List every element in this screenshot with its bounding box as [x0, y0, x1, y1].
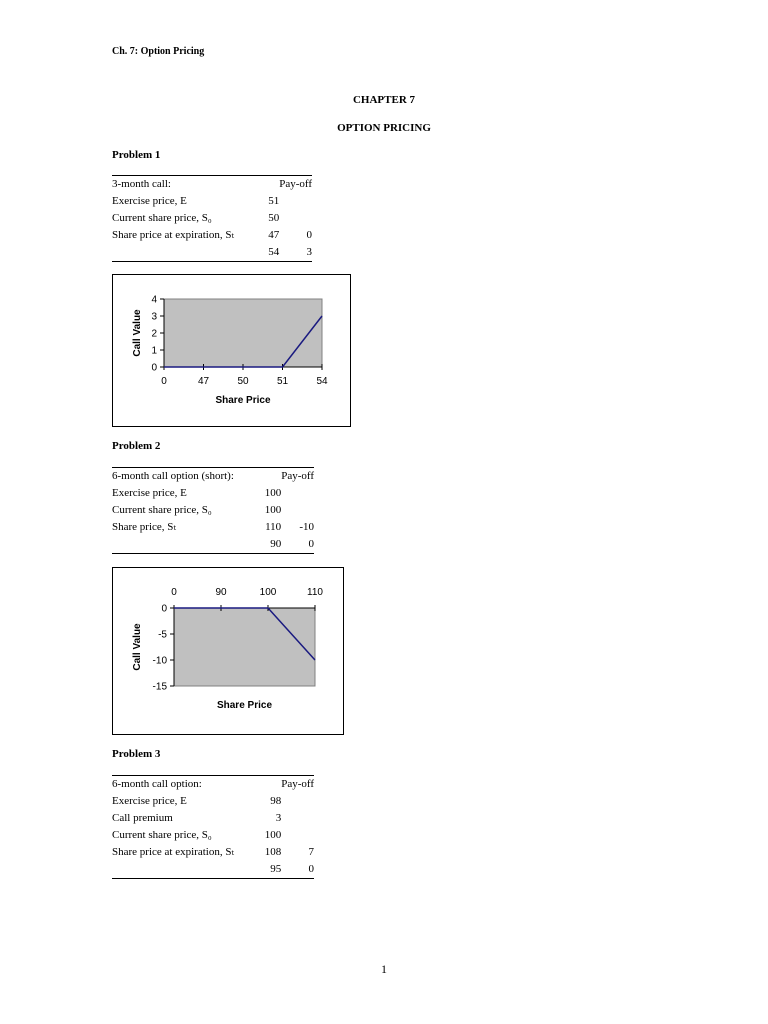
row-payoff: 3 — [279, 244, 312, 262]
row-payoff: 7 — [308, 846, 314, 858]
problem-2-chart-svg — [113, 568, 343, 734]
plot-area — [174, 608, 315, 686]
table-row — [112, 210, 312, 227]
row-payoff: 0 — [281, 536, 314, 554]
table-row — [112, 193, 312, 210]
table-row — [112, 485, 314, 502]
row-value — [252, 468, 282, 486]
row-label — [112, 536, 252, 554]
row-value: 95 — [252, 861, 282, 879]
page-number: 1 — [381, 962, 387, 976]
row-label — [112, 244, 251, 262]
x-tick-label: 0 — [171, 587, 177, 598]
row-label: Current share price, S₀ — [112, 829, 212, 841]
row-label: Exercise price, E — [112, 795, 187, 807]
row-label: Share price at expiration, Sₜ — [112, 229, 235, 241]
row-value: 100 — [264, 504, 282, 516]
row-label: Share price at expiration, Sₜ — [112, 846, 235, 858]
table-row — [112, 844, 314, 861]
table-row — [112, 536, 314, 554]
row-payoff — [281, 793, 314, 810]
x-tick-label: 47 — [197, 376, 210, 387]
running-head: Ch. 7: Option Pricing — [112, 46, 205, 57]
row-label: Share price, Sₜ — [112, 521, 177, 533]
row-payoff — [281, 485, 314, 502]
row-label: 3-month call: — [112, 176, 251, 194]
x-tick-label: 54 — [316, 376, 328, 387]
problem-1-table — [112, 175, 312, 262]
y-axis-title: Call Value — [132, 309, 143, 357]
row-value: 54 — [251, 244, 279, 262]
x-tick-label: 110 — [307, 587, 323, 598]
row-value: 90 — [252, 536, 282, 554]
row-label: Exercise price, E — [112, 195, 187, 207]
row-value: 110 — [265, 521, 282, 533]
row-payoff: Pay-off — [281, 468, 314, 486]
row-value: 100 — [264, 829, 282, 841]
chapter-title: CHAPTER 7 — [352, 94, 416, 106]
row-payoff: -10 — [299, 521, 314, 533]
row-value — [252, 776, 282, 794]
y-tick-label: 0 — [161, 603, 167, 615]
table-row — [112, 227, 312, 244]
row-payoff: Pay-off — [279, 176, 312, 194]
row-value: 47 — [268, 229, 280, 241]
x-axis-title: Share Price — [215, 395, 271, 406]
row-value: 100 — [264, 487, 282, 499]
problem-3-heading: Problem 3 — [112, 748, 161, 760]
row-label: Call premium — [112, 812, 173, 824]
table-row — [112, 861, 314, 879]
row-label: 6-month call option (short): — [112, 468, 252, 486]
row-label — [112, 861, 252, 879]
problem-3-table-header-row — [112, 776, 314, 794]
x-tick-label: 0 — [161, 376, 167, 387]
y-tick-label: 4 — [151, 294, 157, 306]
problem-2-chart — [112, 567, 344, 735]
row-label: 6-month call option: — [112, 776, 252, 794]
y-tick-label: -10 — [152, 655, 167, 667]
problem-2-heading: Problem 2 — [112, 440, 161, 452]
row-label: Current share price, S₀ — [112, 212, 212, 224]
x-tick-label: 51 — [276, 376, 289, 387]
chapter-subtitle: OPTION PRICING — [337, 122, 431, 134]
row-payoff — [279, 210, 312, 227]
x-axis-title: Share Price — [216, 700, 273, 711]
problem-3-table — [112, 775, 314, 879]
table-row — [112, 810, 314, 827]
x-tick-label: 50 — [237, 376, 249, 387]
problem-2-table — [112, 467, 314, 554]
problem-2-table-header-row — [112, 468, 314, 486]
row-value: 98 — [270, 795, 282, 807]
table-row — [112, 244, 312, 262]
row-payoff — [281, 827, 314, 844]
row-payoff: Pay-off — [281, 776, 314, 794]
row-value: 3 — [275, 812, 282, 824]
problem-1-chart-svg — [113, 275, 350, 426]
problem-1-table-header-row — [112, 176, 312, 194]
plot-area — [164, 299, 322, 367]
y-axis-title: Call Value — [132, 623, 143, 671]
table-row — [112, 827, 314, 844]
row-label: Exercise price, E — [112, 487, 187, 499]
y-tick-label: 3 — [151, 311, 157, 323]
table-row — [112, 519, 314, 536]
y-tick-label: -5 — [158, 629, 167, 641]
row-payoff — [281, 502, 314, 519]
x-tick-label: 100 — [259, 587, 277, 598]
row-payoff: 0 — [281, 861, 314, 879]
x-tick-label: 90 — [215, 587, 227, 598]
row-value: 108 — [264, 846, 282, 858]
y-tick-label: 2 — [151, 328, 157, 340]
row-label: Current share price, S₀ — [112, 504, 212, 516]
table-row — [112, 502, 314, 519]
row-value: 50 — [268, 212, 280, 224]
problem-1-heading: Problem 1 — [112, 149, 161, 161]
row-payoff — [279, 193, 312, 210]
row-payoff: 0 — [306, 229, 312, 241]
row-value: 51 — [268, 195, 280, 207]
y-tick-label: 1 — [151, 345, 157, 357]
table-row — [112, 793, 314, 810]
problem-1-chart — [112, 274, 351, 427]
y-tick-label: -15 — [152, 681, 167, 693]
row-payoff — [281, 810, 314, 827]
row-value — [251, 176, 279, 194]
y-tick-label: 0 — [151, 362, 157, 374]
